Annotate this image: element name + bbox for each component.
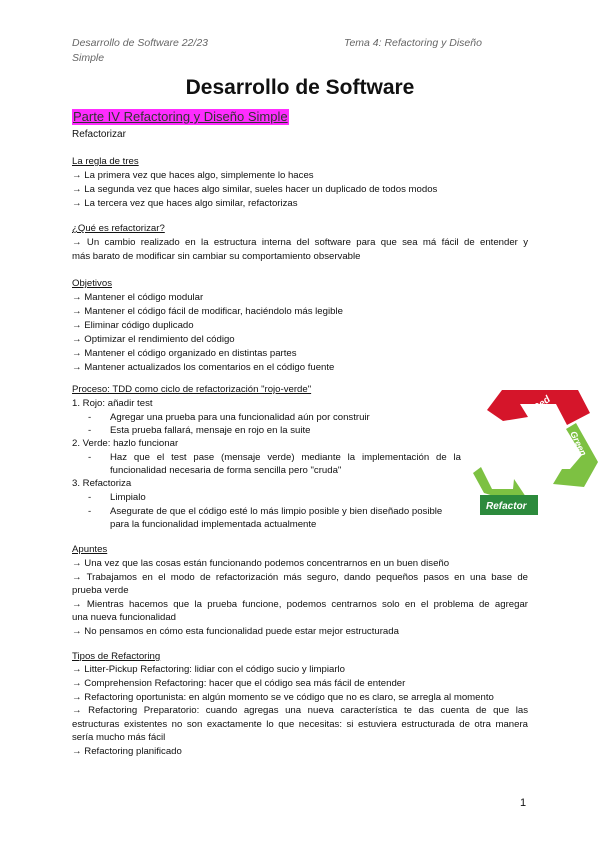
arrow-icon: → — [72, 362, 82, 373]
tipos-line-5: estructuras existentes no son exactamente lo que necesitas: si estuviera estructurada de otra manera — [72, 719, 528, 730]
list-item — [72, 292, 203, 304]
tipos-line-1: → Litter-Pickup Refactoring: lidiar con el código sucio y limpiarlo — [72, 664, 346, 675]
apuntes-line-3: prueba verde — [72, 585, 129, 596]
step-refactor-item-2: Asegurate de que el código esté lo más limpio posible y bien diseñado posible — [110, 506, 443, 517]
tipos-line-7: → Refactoring planificado — [72, 746, 182, 757]
list-item-text: Optimizar el rendimiento del código — [84, 334, 235, 345]
list-item — [72, 348, 297, 360]
page-title: Desarrollo de Software — [185, 76, 415, 99]
list-item — [72, 320, 194, 332]
arrow-icon: → — [72, 306, 82, 317]
header-course-continued: Simple — [72, 52, 105, 64]
part-heading: Parte IV Refactoring y Diseño Simple — [73, 109, 288, 124]
que-line-1: → Un cambio realizado en la estructura interna del software para que sea má fácil de entender y — [72, 237, 528, 248]
list-item — [72, 170, 314, 182]
step-refactor-item-2-cont: para la funcionalidad implementada actualmente — [110, 519, 317, 530]
section-tipos-heading: Tipos de Refactoring — [72, 651, 161, 662]
step-refactor: 3. Refactoriza — [72, 478, 132, 489]
tipos-line-2: → Comprehension Refactoring: hacer que el código sea más fácil de entender — [72, 678, 406, 689]
list-item — [72, 306, 343, 318]
list-item — [72, 362, 334, 374]
dash-icon: - — [88, 506, 92, 517]
list-item-text: Mantener el código fácil de modificar, haciéndolo más legible — [84, 306, 343, 317]
list-item-text: Eliminar código duplicado — [84, 320, 194, 331]
dash-icon: - — [88, 412, 92, 423]
arrow-icon: → — [72, 334, 82, 345]
apuntes-line-6: → No pensamos en cómo esta funcionalidad puede estar mejor estructurada — [72, 626, 399, 637]
list-item — [72, 184, 437, 196]
arrow-icon: → — [72, 170, 82, 181]
logo-refactor-label: Refactor — [486, 501, 527, 512]
logo-red-label: Red — [531, 394, 553, 415]
red-green-refactor-cycle-logo — [470, 385, 600, 515]
step-green-item-1: Haz que el test pase (mensaje verde) mediante la implementación de la — [110, 452, 461, 463]
tipos-line-3: → Refactoring oportunista: en algún momento se ve código que no es claro, se arregla al momento — [72, 692, 494, 703]
list-item-text: La primera vez que haces algo, simplemente lo haces — [84, 170, 314, 181]
list-item-text: Mantener el código organizado en distintas partes — [84, 348, 297, 359]
step-red-item-1: Agregar una prueba para una funcionalidad aún por construir — [110, 412, 370, 423]
header-course: Desarrollo de Software 22/23 — [72, 37, 208, 49]
step-green: 2. Verde: hazlo funcionar — [72, 438, 179, 449]
dash-icon: - — [88, 492, 92, 503]
step-refactor-item-1: Limpialo — [110, 492, 146, 503]
section-que-heading: ¿Qué es refactorizar? — [72, 223, 165, 234]
dash-icon: - — [88, 452, 92, 463]
dash-icon: - — [88, 425, 92, 436]
arrow-icon: → — [72, 198, 82, 209]
apuntes-line-4: → Mientras hacemos que la prueba funcione, podemos centrarnos solo en el problema de agregar — [72, 599, 528, 610]
apuntes-line-1: → Una vez que las cosas están funcionando podemos concentrarnos en un buen diseño — [72, 558, 450, 569]
header-topic: Tema 4: Refactoring y Diseño — [344, 37, 482, 49]
arrow-icon: → — [72, 184, 82, 195]
arrow-icon: → — [72, 348, 82, 359]
step-red-item-2: Esta prueba fallará, mensaje en rojo en la suite — [110, 425, 311, 436]
list-item — [72, 198, 298, 210]
section-proceso-heading: Proceso: TDD como ciclo de refactorización "rojo-verde" — [72, 384, 312, 395]
section-objetivos-heading: Objetivos — [72, 278, 112, 289]
step-red: 1. Rojo: añadir test — [72, 398, 153, 409]
section-apuntes-heading: Apuntes — [72, 544, 108, 555]
step-green-item-1-cont: funcionalidad necesaria de forma sencilla pero "cruda" — [110, 465, 342, 476]
intro-text: Refactorizar — [72, 129, 126, 140]
list-item — [72, 334, 235, 346]
arrow-icon: → — [72, 292, 82, 303]
tipos-line-4: → Refactoring Preparatorio: cuando agregas una nueva característica te das cuenta de que las — [72, 705, 528, 716]
logo-green-label: Green — [568, 429, 589, 458]
list-item-text: Mantener actualizados los comentarios en el código fuente — [84, 362, 335, 373]
list-item-text: La tercera vez que haces algo similar, refactorizas — [84, 198, 298, 209]
que-line-2: más barato de modificar sin cambiar su comportamiento observable — [72, 251, 361, 262]
apuntes-line-5: una nueva funcionalidad — [72, 612, 177, 623]
apuntes-line-2: → Trabajamos en el modo de refactorización más seguro, dando pequeños pasos en una base de — [72, 572, 528, 583]
list-item-text: La segunda vez que haces algo similar, sueles hacer un duplicado de todos modos — [84, 184, 438, 195]
arrow-icon: → — [72, 320, 82, 331]
section-regla-heading: La regla de tres — [72, 156, 139, 167]
list-item-text: Mantener el código modular — [84, 292, 204, 303]
page-number: 1 — [520, 797, 527, 809]
tipos-line-6: sería mucho más fácil — [72, 732, 166, 743]
